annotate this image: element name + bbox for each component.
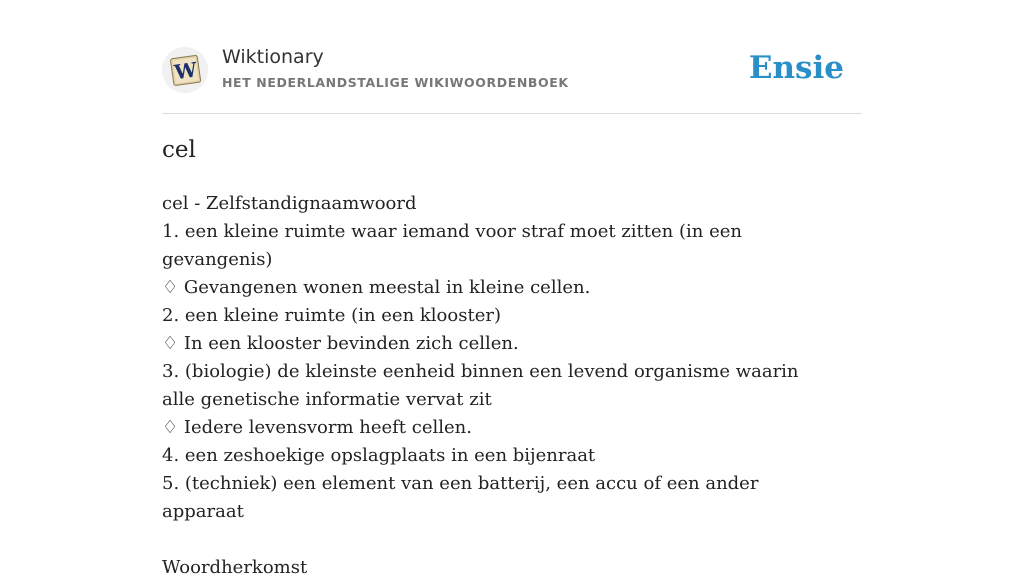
definition-line: 3. (biologie) de kleinste eenheid binnen een levend organisme waarin alle genetische informatie vervat zit (162, 361, 799, 410)
logo-letter: W (172, 57, 199, 85)
definition-line: 5. (techniek) een element van een batterij, een accu of een ander apparaat (162, 473, 759, 522)
definition-line: 1. een kleine ruimte waar iemand voor straf moet zitten (in een gevangenis) (162, 221, 742, 270)
spacer (162, 526, 822, 554)
example-line: ♢ Gevangenen wonen meestal in kleine cellen. (162, 277, 591, 298)
example-line: ♢ In een klooster bevinden zich cellen. (162, 333, 519, 354)
wiktionary-logo-svg (162, 47, 208, 93)
definition-line: 2. een kleine ruimte (in een klooster) (162, 305, 501, 326)
wiktionary-logo-icon[interactable] (162, 47, 208, 93)
ensie-brand-link[interactable]: Ensie (748, 50, 844, 86)
site-header (162, 44, 862, 114)
definition-line: 4. een zeshoekige opslagplaats in een bijenraat (162, 445, 596, 466)
entry-content (162, 190, 822, 582)
example-line: ♢ Iedere levensvorm heeft cellen. (162, 417, 472, 438)
site-name[interactable]: Wiktionary (222, 46, 324, 68)
entry-heading: cel - Zelfstandignaamwoord (162, 193, 417, 214)
page-title: cel (162, 137, 196, 163)
section-heading-woordherkomst: Woordherkomst (162, 557, 308, 578)
site-tagline: HET NEDERLANDSTALIGE WIKIWOORDENBOEK (222, 75, 569, 90)
